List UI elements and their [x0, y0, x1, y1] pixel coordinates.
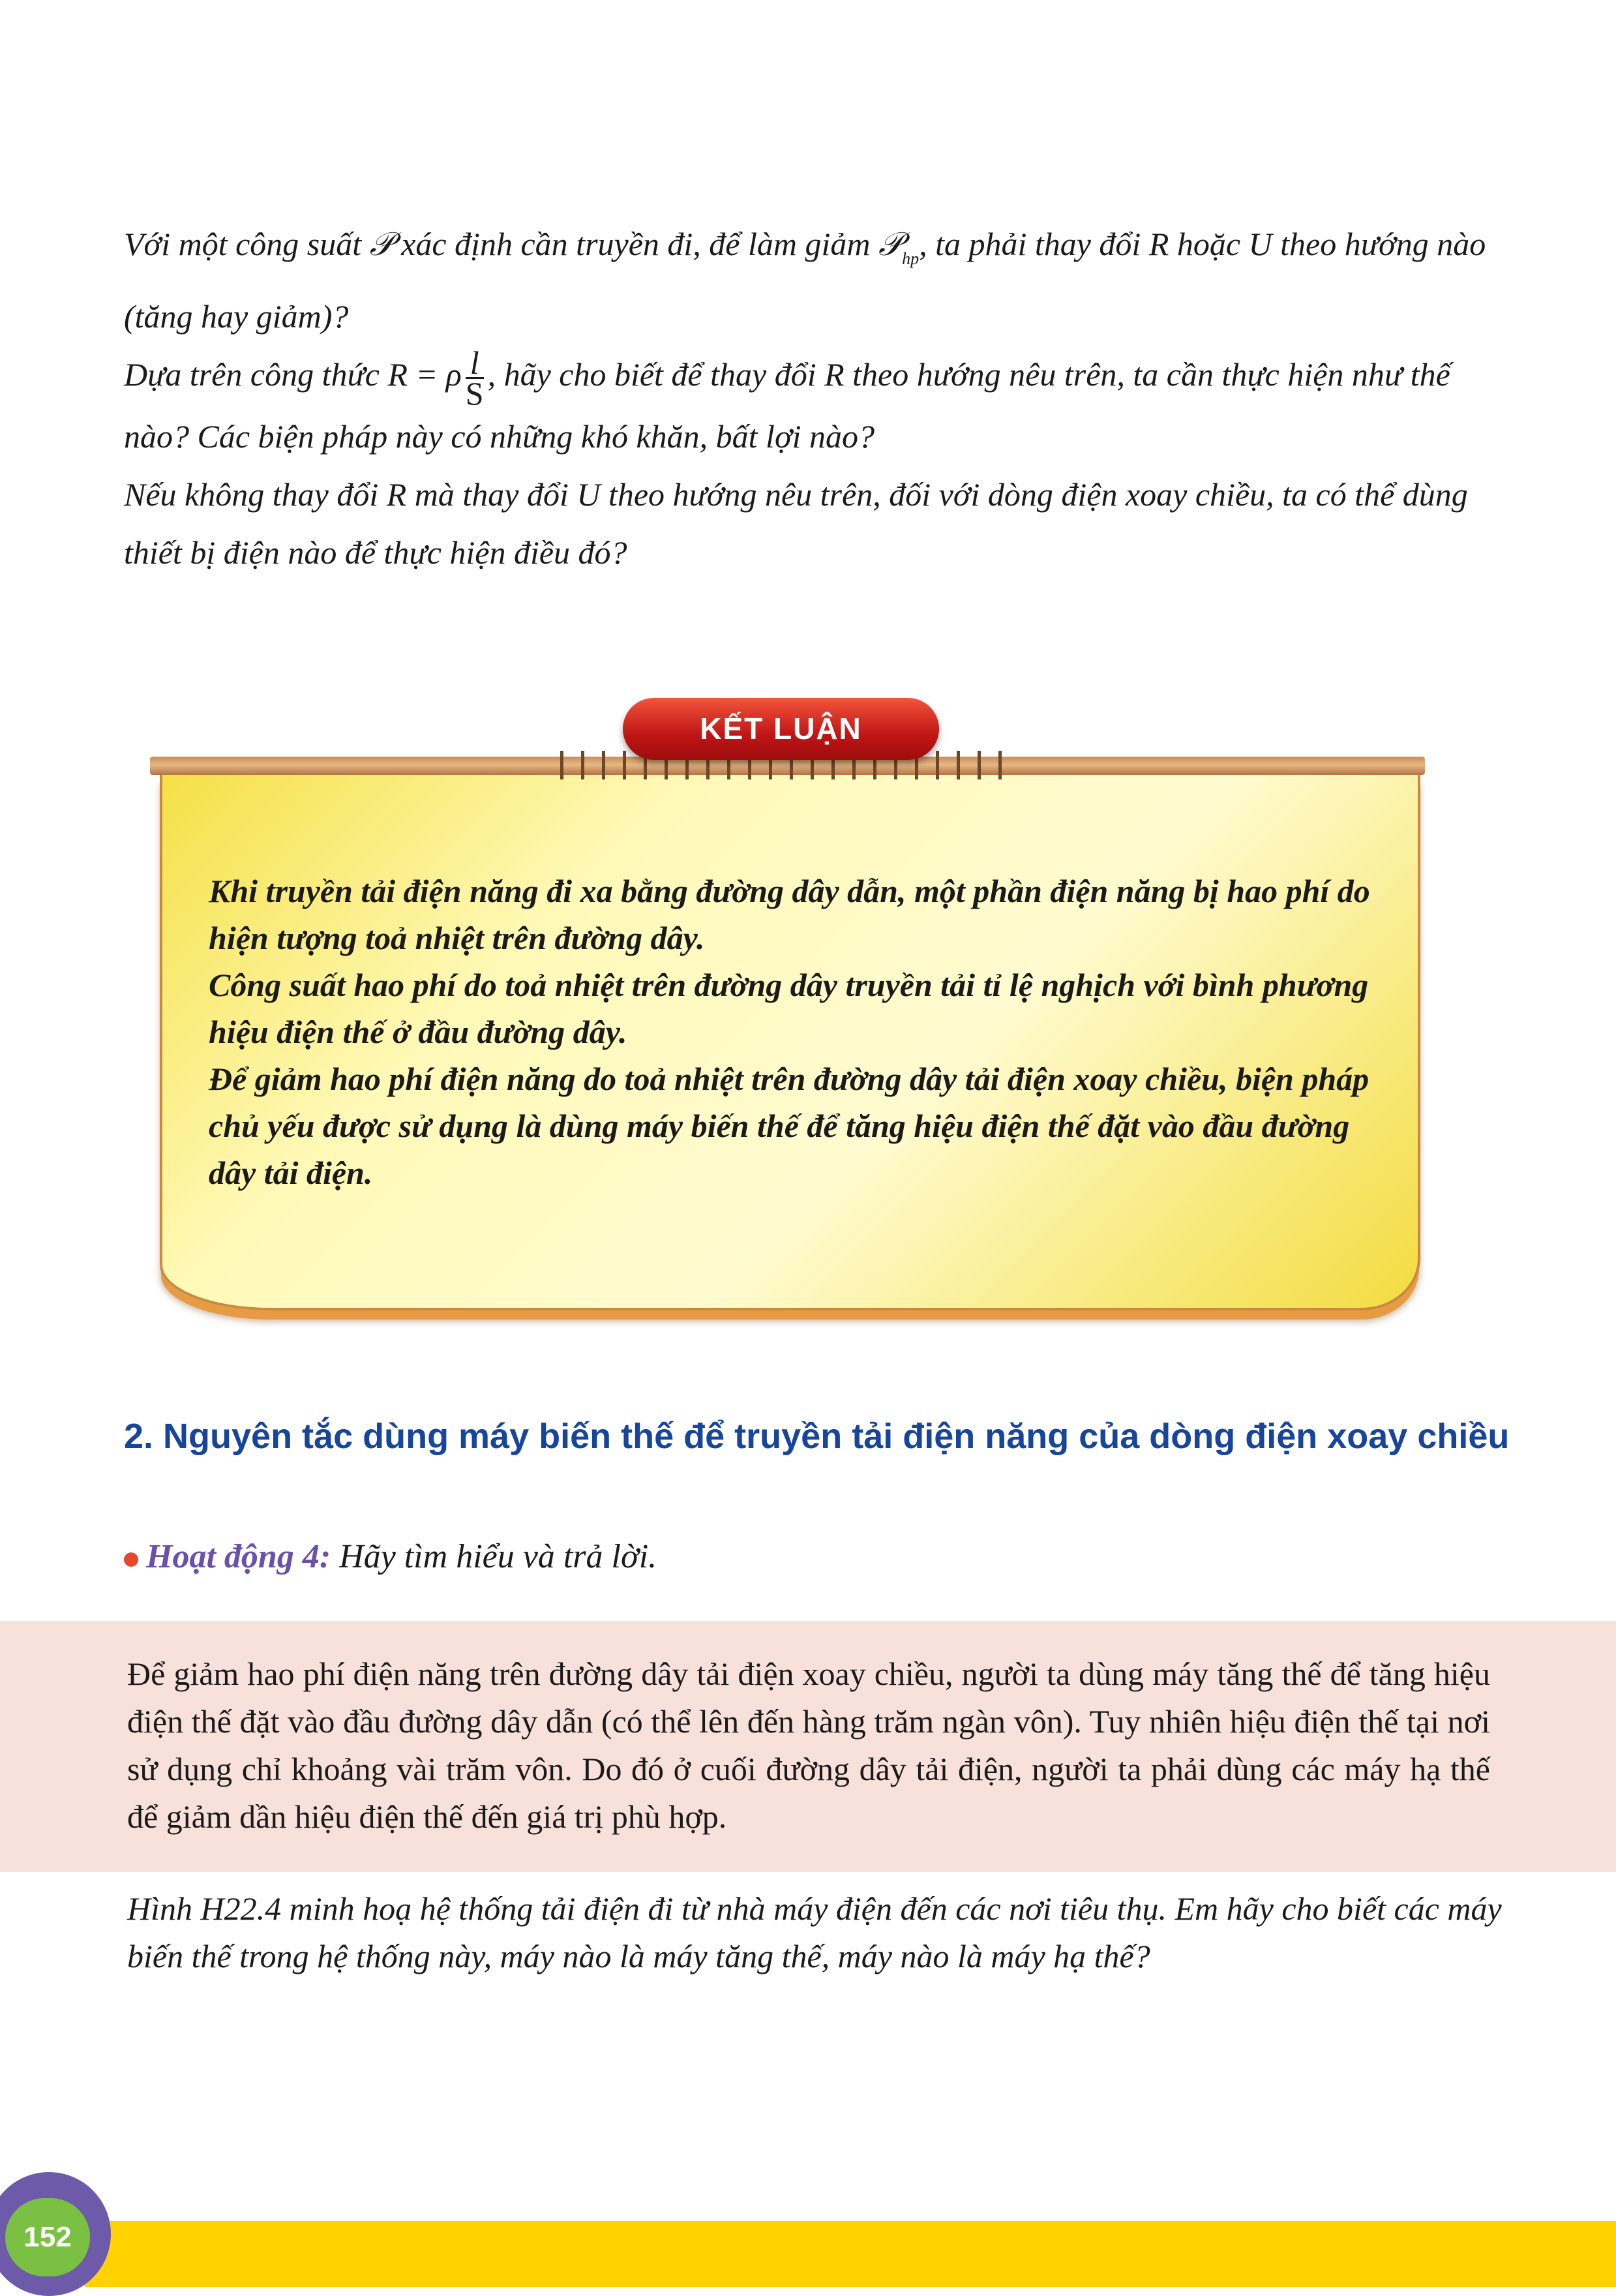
- conclusion-badge: KẾT LUẬN: [623, 698, 939, 760]
- info-text: Để giảm hao phí điện năng trên đường dây tải điện xoay chiều, người ta dùng máy tăng thế để tăng hiệu điện thế đặt vào đầu đường dây dẫn (có thể lên đến hàng trăm ngàn vôn). Tuy nhiên hiệu điện thế tại nơi sử dụng chỉ khoảng vài trăm vôn. Do đó ở cuối đường dây tải điện, người ta phải dùng các máy hạ thế để giảm dần hiệu điện thế đến giá trị phù hợp.: [127, 1655, 1490, 1835]
- question-2: [124, 346, 1500, 466]
- conclusion-paragraph-3: Để giảm hao phí điện năng do toả nhiệt trên đường dây tải điện xoay chiều, biện pháp chủ yếu được sử dụng là dùng máy biến thế để tăng hiệu điện thế đặt vào đầu đường dây tải điện.: [209, 1061, 1369, 1191]
- activity-label: Hoạt động 4:: [146, 1538, 331, 1575]
- fraction-numerator: l: [466, 348, 484, 379]
- bullet-dot-icon: [124, 1552, 138, 1567]
- question-1: [124, 215, 1500, 346]
- question-1-part-b: , ta phải thay đổi R hoặc U theo hướng nào (tăng hay giảm)?: [124, 226, 1486, 335]
- conclusion-paragraph-2: Công suất hao phí do toả nhiệt trên đường dây truyền tải tỉ lệ nghịch với bình phương hiệu điện thế ở đầu đường dây.: [209, 967, 1369, 1050]
- question-1-part-a: Với một công suất 𝒫 xác định cần truyền đi, để làm giảm 𝒫: [124, 226, 903, 262]
- question-2-part-a: Dựa trên công thức R = ρ: [124, 356, 462, 393]
- power-loss-subscript: hp: [902, 249, 920, 268]
- fraction-denominator: S: [465, 375, 484, 412]
- activity-instruction: Hãy tìm hiểu và trả lời.: [339, 1538, 657, 1575]
- footer-band: [85, 2221, 1616, 2287]
- conclusion-paragraph-1: Khi truyền tải điện năng đi xa bằng đường dây dẫn, một phần điện năng bị hao phí do hiện tượng toả nhiệt trên đường dây.: [209, 873, 1370, 956]
- question-block: [124, 215, 1500, 582]
- question-3: Nếu không thay đổi R mà thay đổi U theo hướng nêu trên, đối với dòng điện xoay chiều, ta có thể dùng thiết bị điện nào để thực hiện điều đó?: [124, 476, 1468, 571]
- conclusion-text: [209, 868, 1383, 1196]
- resistance-fraction: [465, 344, 484, 412]
- question-2-part-b: , hãy cho biết để thay đổi R theo hướng nêu trên, ta cần thực hiện như thế nào? Các biện pháp này có những khó khăn, bất lợi nào?: [124, 356, 1450, 455]
- section-heading: 2. Nguyên tắc dùng máy biến thế để truyền tải điện năng của dòng điện xoay chiều: [124, 1417, 1510, 1456]
- figure-question: Hình H22.4 minh hoạ hệ thống tải điện đi từ nhà máy điện đến các nơi tiêu thụ. Em hãy cho biết các máy biến thế trong hệ thống này, máy nào là máy tăng thế, máy nào là máy hạ thế?: [127, 1890, 1502, 1974]
- activity-line: [124, 1534, 657, 1580]
- page-number: 152: [5, 2198, 90, 2276]
